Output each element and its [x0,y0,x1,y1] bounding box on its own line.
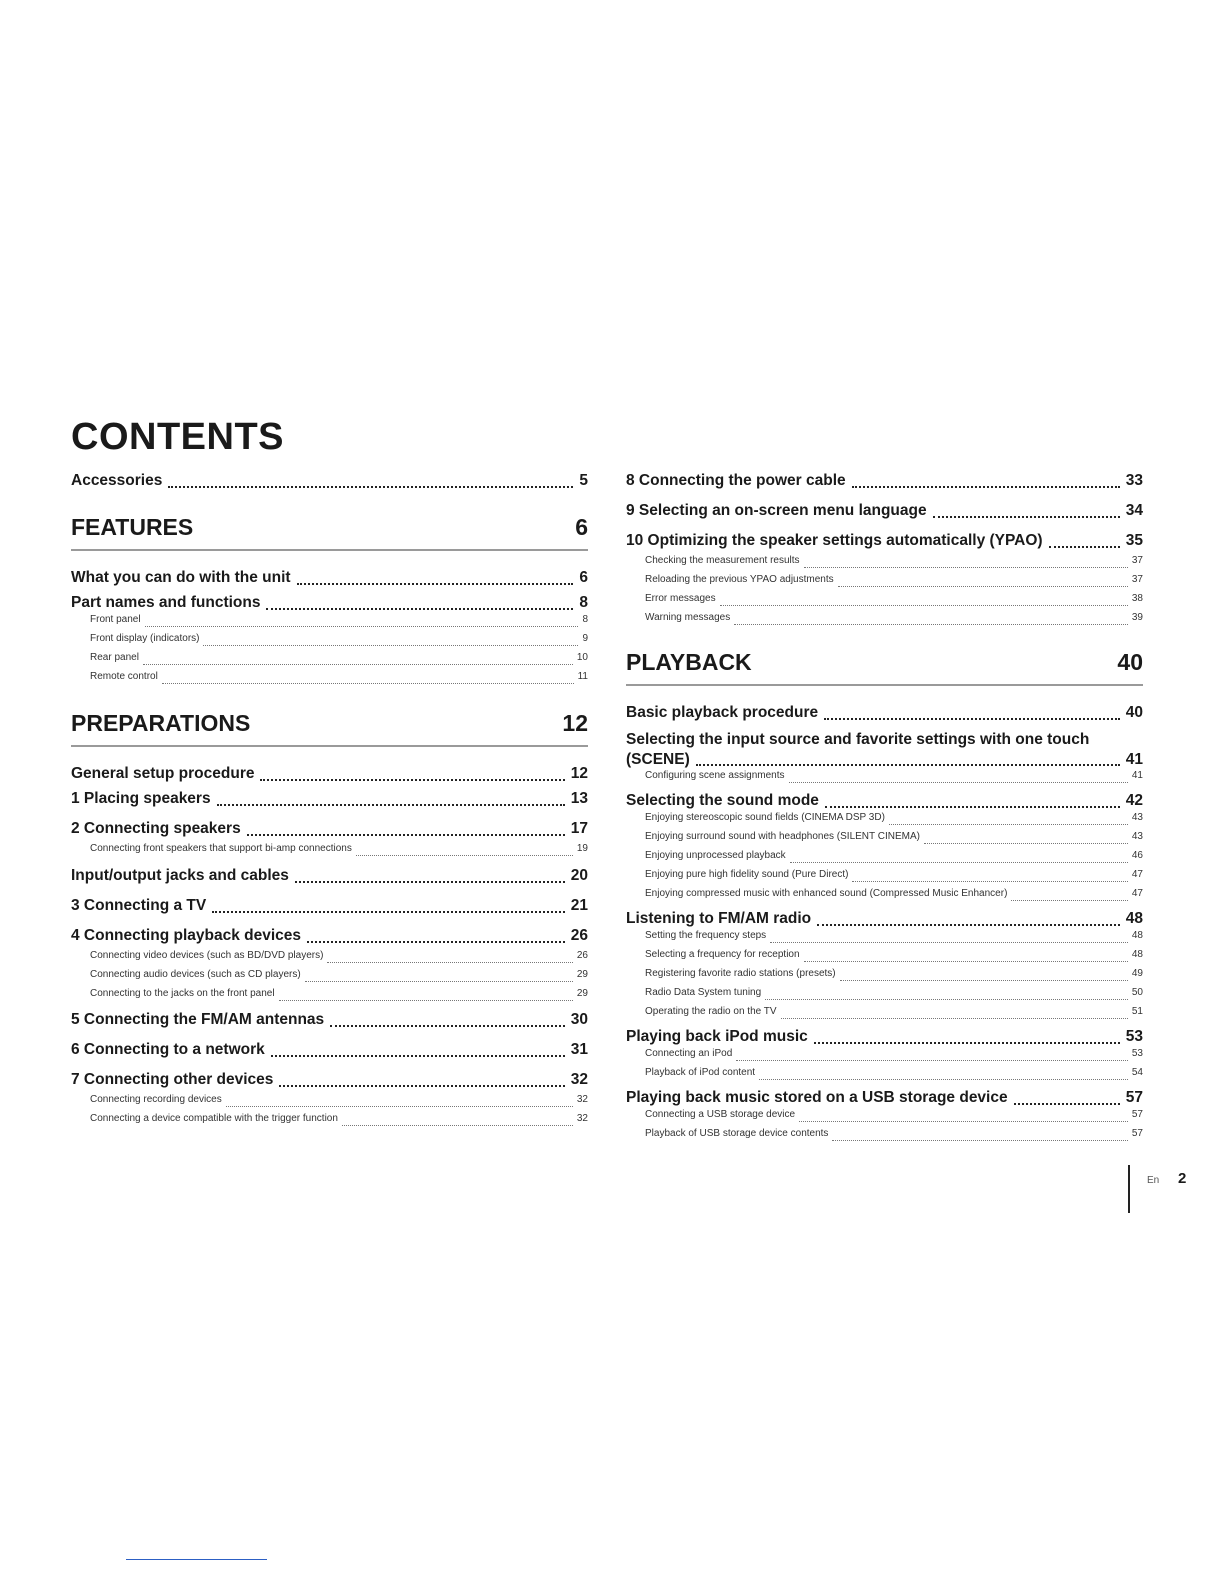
toc-subentry-page: 43 [1131,812,1143,823]
toc-entry-page: 32 [570,1071,588,1088]
toc-subentry-title: Reloading the previous YPAO adjustments [645,574,834,585]
toc-subentry-page: 46 [1131,850,1143,861]
toc-subentry[interactable] [626,812,1143,831]
toc-entry[interactable] [71,927,588,947]
toc-subentry[interactable] [626,574,1143,593]
toc-subentry-title: Warning messages [645,612,731,623]
section-title: PREPARATIONS [71,710,251,736]
toc-subentry-title: Registering favorite radio stations (presets) [645,968,836,979]
toc-subentry-title: Setting the frequency steps [645,930,767,941]
toc-subentry-page: 53 [1131,1048,1143,1059]
toc-subentry-title: Radio Data System tuning [645,987,762,998]
toc-entry-title: 5 Connecting the FM/AM antennas [71,1011,325,1028]
toc-subentry-title: Enjoying pure high fidelity sound (Pure Direct) [645,869,849,880]
toc-subentry-page: 11 [577,671,588,682]
toc-entry[interactable] [626,792,1143,812]
toc-entry-page: 20 [570,867,588,884]
toc-subentry-title: Connecting audio devices (such as CD players) [90,969,301,980]
toc-entry-page: 34 [1125,502,1143,519]
toc-entry-page: 13 [570,790,588,807]
footer-language: En [1147,1175,1160,1186]
toc-subentry-page: 49 [1131,968,1143,979]
toc-entry[interactable] [71,472,588,492]
toc-subentry-title: Error messages [645,593,716,604]
toc-subentry-title: Front display (indicators) [90,633,200,644]
toc-subentry[interactable] [626,831,1143,850]
toc-entry-title: Accessories [71,472,163,489]
toc-entry-title: 4 Connecting playback devices [71,927,302,944]
toc-subentry-title: Operating the radio on the TV [645,1006,777,1017]
toc-subentry-page: 41 [1131,770,1143,781]
toc-subentry[interactable] [626,612,1143,631]
toc-entry[interactable] [626,1028,1143,1048]
toc-entry-title: 8 Connecting the power cable [626,472,846,489]
toc-entry-page: 12 [570,765,588,782]
toc-subentry-page: 26 [576,950,588,961]
toc-subentry-page: 9 [582,633,588,644]
toc-entry[interactable] [71,569,588,589]
toc-subentry-title: Configuring scene assignments [645,770,785,781]
toc-subentry-title: Connecting video devices (such as BD/DVD players) [90,950,324,961]
toc-entry[interactable] [626,502,1143,522]
toc-entry-page: 53 [1125,1028,1143,1045]
toc-subentry-title: Checking the measurement results [645,555,800,566]
toc-subentry-title: Front panel [90,614,141,625]
toc-subentry-page: 32 [576,1113,588,1124]
toc-entry-page: 41 [1125,751,1143,768]
toc-subentry-page: 48 [1131,949,1143,960]
toc-subentry[interactable] [626,968,1143,987]
toc-subentry-title: Remote control [90,671,158,682]
toc-subentry-page: 47 [1131,888,1143,899]
toc-subentry-page: 48 [1131,930,1143,941]
toc-subentry-title: Playback of iPod content [645,1067,756,1078]
toc-subentry[interactable] [626,987,1143,1006]
section-page: 12 [562,710,588,736]
toc-subentry-page: 50 [1131,987,1143,998]
toc-subentry-page: 57 [1131,1128,1143,1139]
toc-subentry[interactable] [626,555,1143,574]
toc-entry-page: 48 [1125,910,1143,927]
toc-subentry-page: 39 [1131,612,1143,623]
section-title: PLAYBACK [626,649,752,675]
toc-subentry[interactable] [626,888,1143,907]
toc-entry[interactable] [626,472,1143,492]
toc-right-column [626,468,1143,1147]
toc-subentry-page: 51 [1131,1006,1143,1017]
toc-entry-page: 33 [1125,472,1143,489]
toc-subentry[interactable] [71,1113,588,1132]
toc-subentry-page: 8 [582,614,588,625]
toc-entry[interactable] [71,867,588,887]
toc-entry-page: 42 [1125,792,1143,809]
toc-entry-title-line2: (SCENE) [626,751,690,768]
toc-entry-page: 35 [1125,532,1143,549]
toc-entry-page: 31 [570,1041,588,1058]
toc-entry-page: 21 [570,897,588,914]
toc-subentry-title: Connecting a USB storage device [645,1109,796,1120]
toc-subentry-title: Enjoying unprocessed playback [645,850,786,861]
toc-subentry[interactable] [71,950,588,969]
toc-entry-page: 26 [570,927,588,944]
toc-entry-page: 8 [579,594,588,611]
toc-subentry[interactable] [626,1006,1143,1025]
toc-entry-multiline[interactable] [626,730,1143,770]
toc-subentry[interactable] [626,1109,1143,1128]
toc-subentry[interactable] [71,633,588,652]
toc-entry-page: 5 [579,472,588,489]
toc-entry-title: General setup procedure [71,765,255,782]
toc-entry-title: Input/output jacks and cables [71,867,289,884]
page-title: CONTENTS [71,416,284,458]
toc-entry-title: 3 Connecting a TV [71,897,207,914]
toc-entry[interactable] [626,910,1143,930]
toc-subentry[interactable] [626,869,1143,888]
toc-subentry-title: Enjoying stereoscopic sound fields (CINEMA DSP 3D) [645,812,885,823]
toc-subentry-page: 43 [1131,831,1143,842]
toc-entry[interactable] [71,594,588,614]
toc-left-column [71,468,588,1132]
toc-subentry-page: 57 [1131,1109,1143,1120]
section-page: 40 [1117,649,1143,675]
toc-subentry[interactable] [71,671,588,690]
toc-entry[interactable] [71,1041,588,1061]
toc-subentry[interactable] [626,850,1143,869]
toc-entry-title: 9 Selecting an on-screen menu language [626,502,927,519]
toc-subentry-title: Rear panel [90,652,139,663]
toc-entry-title: Listening to FM/AM radio [626,910,812,927]
toc-subentry-page: 47 [1131,869,1143,880]
toc-entry-page: 40 [1125,704,1143,721]
toc-entry-title: Playing back iPod music [626,1028,808,1045]
toc-subentry[interactable] [71,1094,588,1113]
toc-entry-title-line1: Selecting the input source and favorite settings with one touch [626,731,1090,748]
section-title: FEATURES [71,514,194,540]
toc-subentry-page: 37 [1131,574,1143,585]
toc-subentry[interactable] [626,593,1143,612]
toc-entry-page: 6 [579,569,588,586]
toc-subentry[interactable] [71,843,588,862]
toc-subentry-title: Connecting an iPod [645,1048,733,1059]
toc-entry-page: 30 [570,1011,588,1028]
toc-entry-title: 1 Placing speakers [71,790,211,807]
toc-subentry-title: Playback of USB storage device contents [645,1128,829,1139]
toc-entry-title: What you can do with the unit [71,569,291,586]
toc-subentry-page: 37 [1131,555,1143,566]
toc-subentry[interactable] [626,930,1143,949]
toc-subentry-title: Connecting recording devices [90,1094,222,1105]
section-heading-playback[interactable] [626,649,1143,686]
toc-subentry-page: 54 [1131,1067,1143,1078]
footer-divider [1128,1165,1130,1213]
toc-subentry-page: 29 [576,988,588,999]
toc-entry-title: 6 Connecting to a network [71,1041,265,1058]
toc-entry-title: 2 Connecting speakers [71,820,241,837]
footer-page-number: 2 [1178,1170,1187,1187]
toc-subentry-page: 29 [576,969,588,980]
toc-subentry[interactable] [626,1067,1143,1086]
toc-subentry-page: 32 [576,1094,588,1105]
toc-entry-page: 17 [570,820,588,837]
toc-subentry-title: Enjoying surround sound with headphones (SILENT CINEMA) [645,831,920,842]
toc-subentry-page: 19 [576,843,588,854]
toc-entry-title: Selecting the sound mode [626,792,819,809]
toc-entry[interactable] [626,532,1143,552]
toc-entry[interactable] [71,897,588,917]
toc-subentry[interactable] [626,1128,1143,1147]
toc-entry-page: 57 [1125,1089,1143,1106]
toc-entry-title: Basic playback procedure [626,704,819,721]
toc-subentry-page: 38 [1131,593,1143,604]
toc-subentry[interactable] [626,1048,1143,1067]
section-heading-preparations[interactable] [71,710,588,747]
toc-subentry[interactable] [71,969,588,988]
toc-subentry-title: Connecting front speakers that support bi-amp connections [90,843,352,854]
toc-entry-title: Part names and functions [71,594,261,611]
toc-subentry-title: Connecting to the jacks on the front panel [90,988,275,999]
toc-entry-title: 10 Optimizing the speaker settings automatically (YPAO) [626,532,1043,549]
section-page: 6 [575,514,588,540]
toc-subentry-title: Connecting a device compatible with the trigger function [90,1113,338,1124]
toc-entry[interactable] [71,765,588,785]
toc-subentry[interactable] [626,770,1143,789]
toc-subentry-title: Selecting a frequency for reception [645,949,800,960]
toc-entry[interactable] [71,1071,588,1091]
toc-subentry[interactable] [71,652,588,671]
bottom-link-underline [126,1559,267,1560]
toc-entry[interactable] [71,790,588,810]
toc-subentry-page: 10 [576,652,588,663]
toc-entry[interactable] [626,704,1143,724]
toc-subentry[interactable] [626,949,1143,968]
toc-subentry[interactable] [71,988,588,1007]
section-heading-features[interactable] [71,514,588,551]
toc-entry-title: 7 Connecting other devices [71,1071,274,1088]
toc-subentry[interactable] [71,614,588,633]
toc-entry[interactable] [71,820,588,840]
toc-entry[interactable] [71,1011,588,1031]
toc-subentry-title: Enjoying compressed music with enhanced sound (Compressed Music Enhancer) [645,888,1008,899]
toc-entry[interactable] [626,1089,1143,1109]
toc-entry-title: Playing back music stored on a USB storage device [626,1089,1008,1106]
